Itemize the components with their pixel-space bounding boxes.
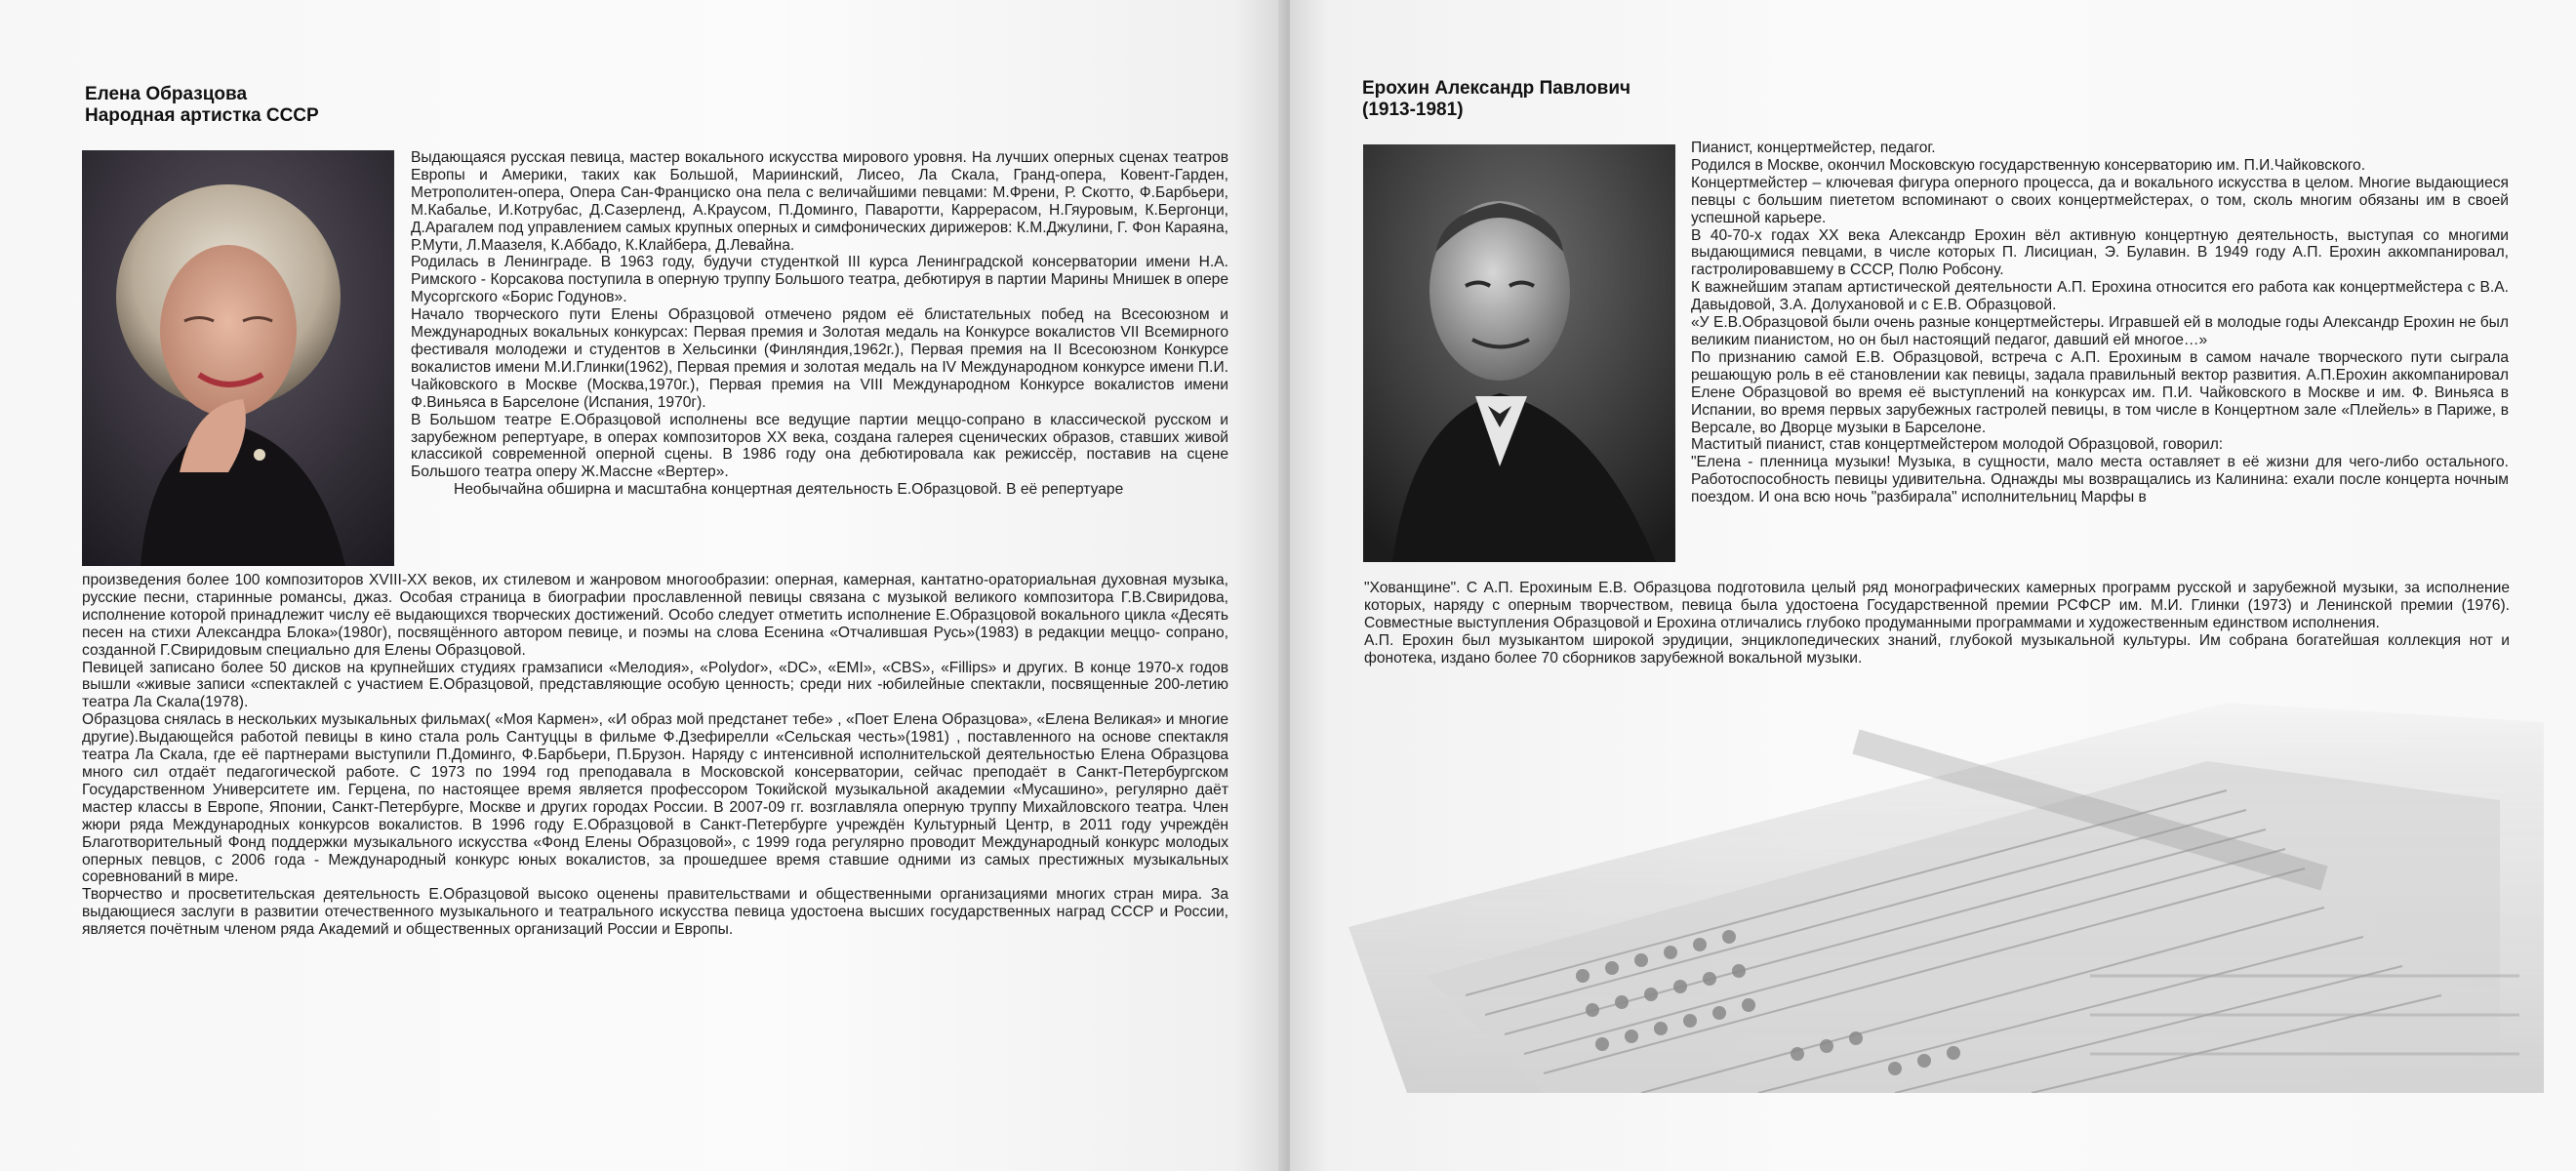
bio-paragraph: Концертмейстер – ключевая фигура оперного процесса, да и вокального искусства в целом. Многие выдающиеся певцы с большим пиететом вспоминают о своих концертмейстерах, о том, сколь многим обязаны им в своей успешной карьере. bbox=[1691, 174, 2509, 226]
singer-bio-top bbox=[411, 149, 1228, 499]
bio-paragraph: "Хованщине". С А.П. Ерохиным Е.В. Образцова подготовила целый ряд монографических камерных программ русской и зарубежной музыки, за исполнение которых, наряду с оперным творчеством, певица была удостоена Государственной премии РСФСР им. М.И. Глинки (1973) и Ленинской премии (1976). Совместные выступления Образцовой и Ерохина отличались глубоко продуманными программами и художественным единством исполнения. bbox=[1364, 580, 2510, 631]
singer-name: Елена Образцова bbox=[85, 84, 248, 104]
bio-paragraph: Пианист, концертмейстер, педагог. bbox=[1691, 140, 1936, 156]
pianist-name: Ерохин Александр Павлович bbox=[1362, 78, 1631, 99]
pianist-bio-top bbox=[1691, 140, 2509, 506]
pianist-bio-full bbox=[1364, 580, 2510, 667]
bio-paragraph: Певицей записано более 50 дисков на крупнейших студиях грамзаписи «Мелодия», «Polydor», «DC», «EMI», «CBS», «Fillips» и других. В конце 1970-х годов вышли «живые записи «спектаклей с участием Е.Образцовой, представляющие особую ценность; среди них -юбилейные спектакли, посвященные 200-летию театра Ла Скала(1978). bbox=[82, 659, 1228, 711]
right-heading bbox=[1362, 78, 1630, 121]
left-heading bbox=[85, 84, 319, 127]
bio-paragraph: Выдающаяся русская певица, мастер вокального искусства мирового уровня. На лучших оперных сценах театров Европы и Америки, таких как Большой, Мариинский, Лисео, Ла Скала, Гранд-опера, Ковент-Гарден, Метрополитен-опера, Опера Сан-Франциско она пела с величайшими певцами: М.Френи, Р. Скотто, Ф.Барбьери, М.Кабалье, И.Котрубас, Д.Сазерленд, А.Краусом, П.Доминго, Паваротти, Каррерасом, Н.Гяуровым, К.Бергонци, Д.Арагалем под управлением самых крупных оперных и симфонических дирижеров: К.М.Джулини, Г. Фон Караяна, Р.Мути, Л.Маазеля, К.Аббадо, К.Клайбера, Д.Левайна. bbox=[411, 149, 1228, 254]
bio-paragraph: Образцова снялась в нескольких музыкальных фильмах( «Моя Кармен», «И образ мой предстанет тебе» , «Поет Елена Образцова», «Елена Великая» и многие другие).Выдающейся работой певицы в кино стала роль Сантуццы в фильме Ф.Дзефирелли «Сельская честь»(1981) , поставленного на основе спектакля театра Ла Скала, где её партнерами выступили П.Доминго, Ф.Барбьери, П.Брузон. Наряду с интенсивной исполнительской деятельностью Елена Образцова много сил отдаёт педагогической работе. С 1973 по 1994 год преподавала в Московской консерватории, сейчас преподаёт в Санкт-Петербургском Государственном Университете им. Герцена, по настоящее время является профессором Токийской музыкальной академии «Мусашино», регулярно даёт мастер классы в Европе, Японии, Санкт-Петербурге, Москве и других городах России. В 2007-09 гг. возглавляла оперную труппу Михайловского театра. Член жюри ряда Международных конкурсов вокалистов. В 1996 году Е.Образцовой в Санкт-Петербурге учреждён Культурный Центр, в 2011 году учреждён Благотворительный Фонд поддержки музыкального искусства «Фонд Елены Образцовой», с 1999 года регулярно проводит Международный конкурс молодых оперных певцов, с 2006 года - Международный конкурс юных вокалистов, за прошедшее время ставшие одними из самых престижных музыкальных соревнований в мире. bbox=[82, 711, 1228, 886]
bio-paragraph: произведения более 100 композиторов XVIII-XX веков, их стилевом и жанровом многообразии: оперная, камерная, кантатно-ораториальная духовная музыка, русские песни, старинные романсы, джаз. Особая страница в биографии прославленной певицы связана с музыкой великого композитора Г.В.Свиридова, исполнение которой принадлежит числу её выдающихся творческих достижений. Особо следует отметить исполнение Е.Образцовой вокального цикла «Десять песен на стихи Александра Блока»(1980г), посвящённого автором певице, и поэмы на слова Есенина «Отчалившая Русь»(1983) в редакции меццо- сопрано, созданной Г.Свиридовым специально для Елены Образцовой. bbox=[82, 572, 1228, 659]
right-page bbox=[1290, 0, 2576, 1171]
singer-bio-full bbox=[82, 572, 1228, 939]
bio-paragraph: В 40-70-х годах XX века Александр Ерохин вёл активную концертную деятельность, выступая со многими выдающимися певцами, в числе которых П. Лисициан, Э. Булавин. В 1949 году А.П. Ерохин аккомпанировал, гастролировавшему в СССР, Полю Робсону. bbox=[1691, 226, 2509, 279]
bio-paragraph: Необычайна обширна и масштабна концертная деятельность Е.Образцовой. В её репертуаре bbox=[454, 481, 1124, 499]
portrait-illustration bbox=[82, 150, 394, 566]
bio-paragraph: Творчество и просветительская деятельность Е.Образцовой высоко оценены правительствами и общественными организациями многих стран мира. За выдающиеся заслуги в развитии отечественного музыкального и театрального искусства певица удостоена высших государственных наград СССР и России, является почётным членом ряда Академий и общественных организаций России и Европы. bbox=[82, 886, 1228, 939]
bio-paragraph: По признанию самой Е.В. Образцовой, встреча с А.П. Ерохиным в самом начале творческого пути сыграла решающую роль в её становлении как певицы, задала правильный вектор развития. А.П.Ерохин аккомпанировал Елене Образцовой во время её выступлений на конкурсах им. П.И. Чайковского в Москве и им. Ф. Виньяса в Испании, во время первых зарубежных гастролей певицы, в том числе в Концертном зале «Плейель» в Париже, в Версале, во Дворце музыки в Барселоне. bbox=[1691, 348, 2509, 436]
bio-paragraph: "Елена - пленница музыки! Музыка, в сущности, мало места оставляет в её жизни для чего-либо остального. Работоспособность певицы удивительна. Однажды мы возвращались из Калинина: ехали после концерта ночным поездом. И она всю ночь "разбирала" исполнительниц Марфы в bbox=[1691, 454, 2509, 506]
bio-paragraph: Маститый пианист, став концертмейстером молодой Образцовой, говорил: bbox=[1691, 436, 2224, 454]
bio-paragraph: Начало творческого пути Елены Образцовой отмечено рядом её блистательных побед на Всесоюзном и Международных вокальных конкурсах: Первая премия и Золотая медаль на Конкурсе вокалистов VII Всемирного фестиваля молодежи и студентов в Хельсинки (Финляндия,1962г.), Первая премия на II Всесоюзном Конкурсе вокалистов имени М.И.Глинки(1962), Первая премия и золотая медаль на IV Международном конкурсе имени П.И. Чайковского в Москве (Москва,1970г.), Первая премия на VIII Международном Конкурсе вокалистов имени Ф.Виньяса в Барселоне (Испания, 1970г). bbox=[411, 306, 1228, 411]
pianist-years: (1913-1981) bbox=[1362, 100, 1464, 120]
bio-paragraph: В Большом театре Е.Образцовой исполнены все ведущие партии меццо-сопрано в классической русском и зарубежном репертуаре, в операх композиторов XX века, создана галерея сценических образов, ставших живой классикой современной оперной сцены. В 1986 году она дебютировала как режиссёр, поставив на сцене Большого театра оперу Ж.Массне «Вертер». bbox=[411, 411, 1228, 481]
bio-paragraph: К важнейшим этапам артистической деятельности А.П. Ерохина относится его работа как концертмейстера с В.А. Давыдовой, З.А. Долухановой и с Е.В. Образцовой. bbox=[1691, 279, 2509, 314]
left-page bbox=[0, 0, 1286, 1171]
piano-strings-illustration bbox=[1348, 683, 2544, 1093]
portrait-illustration bbox=[1363, 144, 1675, 562]
bio-paragraph: «У Е.В.Образцовой были очень разные концертмейстеры. Игравшей ей в молодые годы Александр Ерохин не был великим пианистом, но он был настоящий педагог, давший ей многое…» bbox=[1691, 314, 2509, 348]
bio-paragraph: Родилась в Ленинграде. В 1963 году, будучи студенткой III курса Ленинградской консерватории имени Н.А. Римского - Корсакова поступила в оперную труппу Большого театра, дебютируя в партии Марины Мнишек в опере Мусоргского «Борис Годунов». bbox=[411, 254, 1228, 306]
singer-portrait-photo bbox=[82, 150, 394, 566]
bio-paragraph: Родился в Москве, окончил Московскую государственную консерваторию им. П.И.Чайковского. bbox=[1691, 156, 2366, 174]
pianist-portrait-photo bbox=[1363, 144, 1675, 562]
bio-paragraph: А.П. Ерохин был музыкантом широкой эрудиции, энциклопедических знаний, глубокой музыкальной культуры. Им собрана богатейшая коллекция нот и фонотека, издано более 70 сборников зарубежной вокальной музыки. bbox=[1364, 631, 2510, 666]
singer-title: Народная артистка СССР bbox=[85, 105, 319, 126]
